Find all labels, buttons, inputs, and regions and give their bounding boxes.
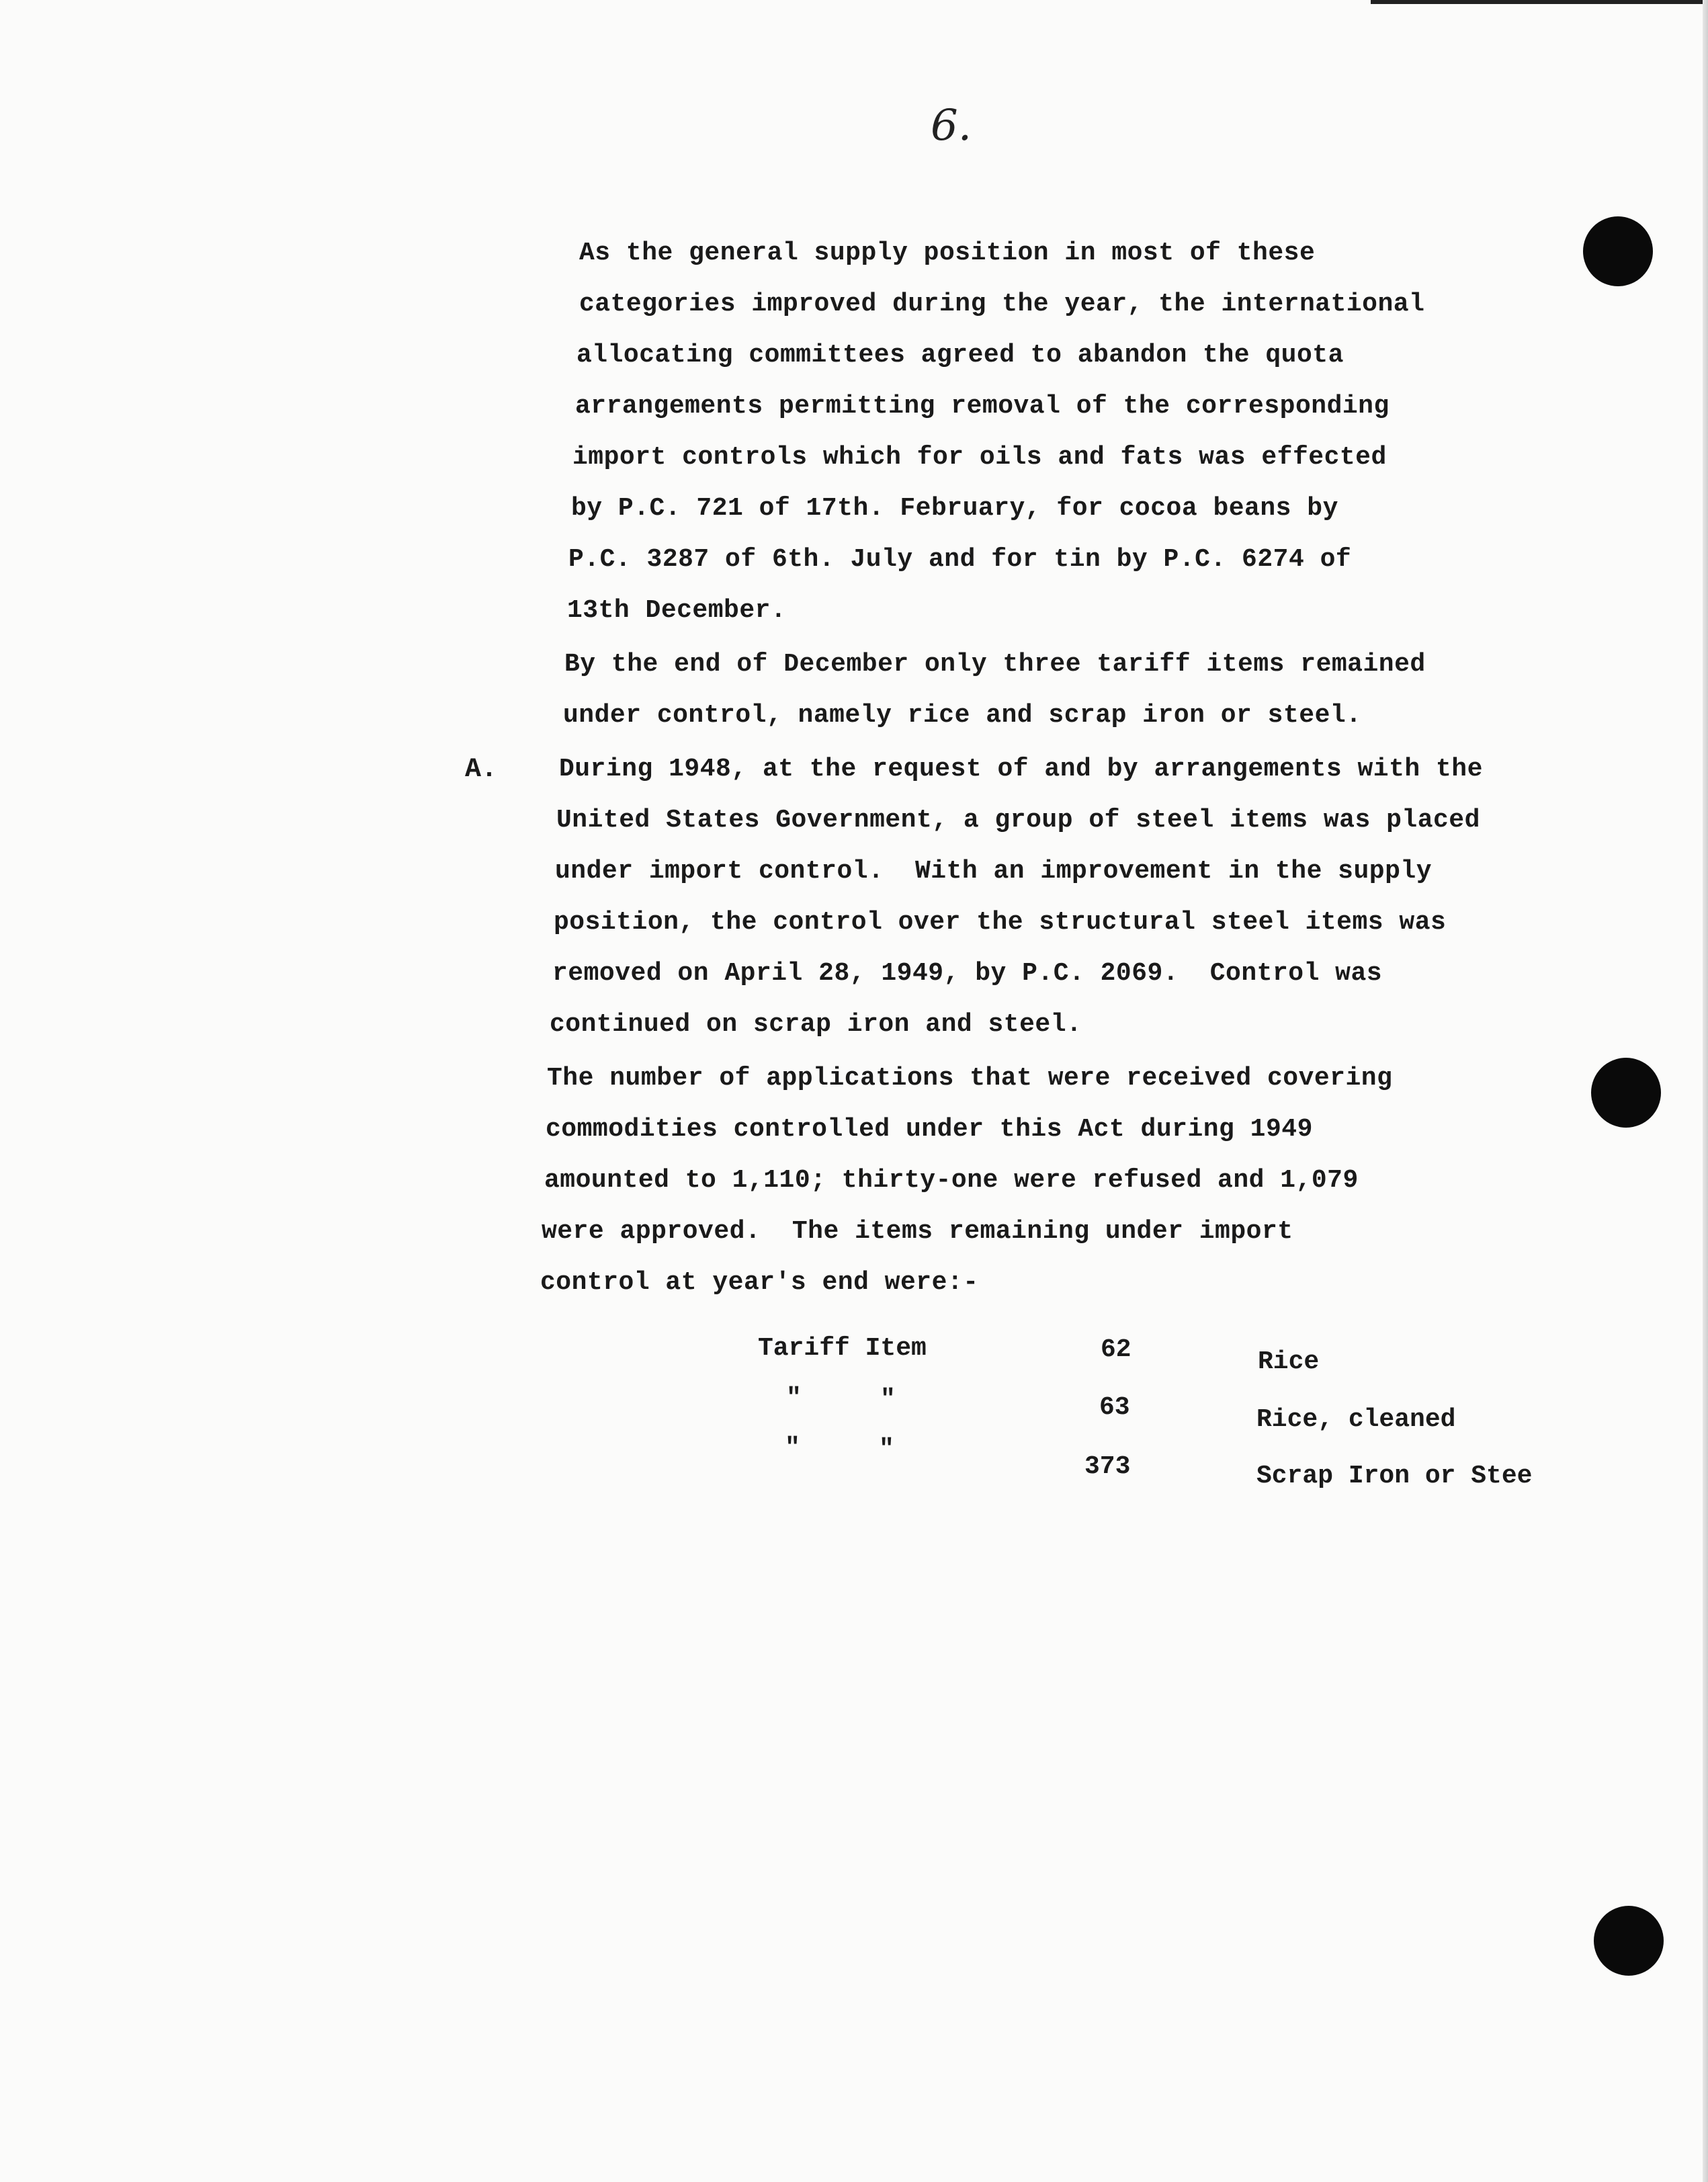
text-line: United States Government, a group of steel items was placed [556, 806, 1480, 835]
text-line: removed on April 28, 1949, by P.C. 2069. Control was [552, 959, 1383, 988]
text-line: As the general supply position in most of these [579, 239, 1316, 267]
tariff-item-description: Rice [1258, 1347, 1320, 1376]
text-line: position, the control over the structural steel items was [554, 908, 1447, 937]
text-line: P.C. 3287 of 6th. July and for tin by P.C. 6274 of [568, 545, 1352, 574]
text-line: categories improved during the year, the international [579, 290, 1425, 319]
tariff-item-description: Scrap Iron or Stee [1256, 1462, 1533, 1491]
paragraph-marker: A. [465, 755, 498, 785]
text-line: By the end of December only three tariff items remained [564, 650, 1426, 679]
text-line: by P.C. 721 of 17th. February, for cocoa beans by [571, 494, 1338, 523]
text-line: control at year's end were:- [540, 1268, 979, 1297]
punch-hole [1591, 1058, 1661, 1128]
text-line: arrangements permitting removal of the corresponding [575, 392, 1390, 421]
ditto-mark: " [786, 1384, 802, 1413]
tariff-item-number: 63 [1099, 1393, 1130, 1422]
top-rule [1371, 0, 1708, 4]
text-line: import controls which for oils and fats was effected [572, 443, 1387, 472]
text-line: were approved. The items remaining under import [542, 1217, 1293, 1246]
page-edge [1703, 0, 1708, 2182]
tariff-item-number: 373 [1084, 1452, 1131, 1481]
text-line: continued on scrap iron and steel. [550, 1010, 1082, 1039]
ditto-mark: " [880, 1385, 896, 1414]
text-line: under control, namely rice and scrap iron or steel. [563, 701, 1362, 730]
text-line: under import control. With an improvement in the supply [555, 857, 1433, 886]
tariff-item-description: Rice, cleaned [1256, 1405, 1456, 1434]
page-number: 6. [931, 101, 972, 151]
text-line: commodities controlled under this Act during 1949 [546, 1115, 1313, 1144]
tariff-item-label: Tariff Item [758, 1334, 927, 1363]
text-line: The number of applications that were received covering [547, 1064, 1393, 1093]
text-line: During 1948, at the request of and by arrangements with the [559, 755, 1483, 784]
text-line: 13th December. [567, 596, 787, 625]
tariff-item-number: 62 [1101, 1335, 1131, 1364]
punch-hole [1594, 1906, 1664, 1976]
text-line: allocating committees agreed to abandon the quota [577, 341, 1344, 370]
punch-hole [1583, 216, 1653, 286]
text-line: amounted to 1,110; thirty-one were refused and 1,079 [544, 1166, 1359, 1195]
ditto-mark: " [785, 1433, 800, 1462]
ditto-mark: " [879, 1435, 894, 1464]
